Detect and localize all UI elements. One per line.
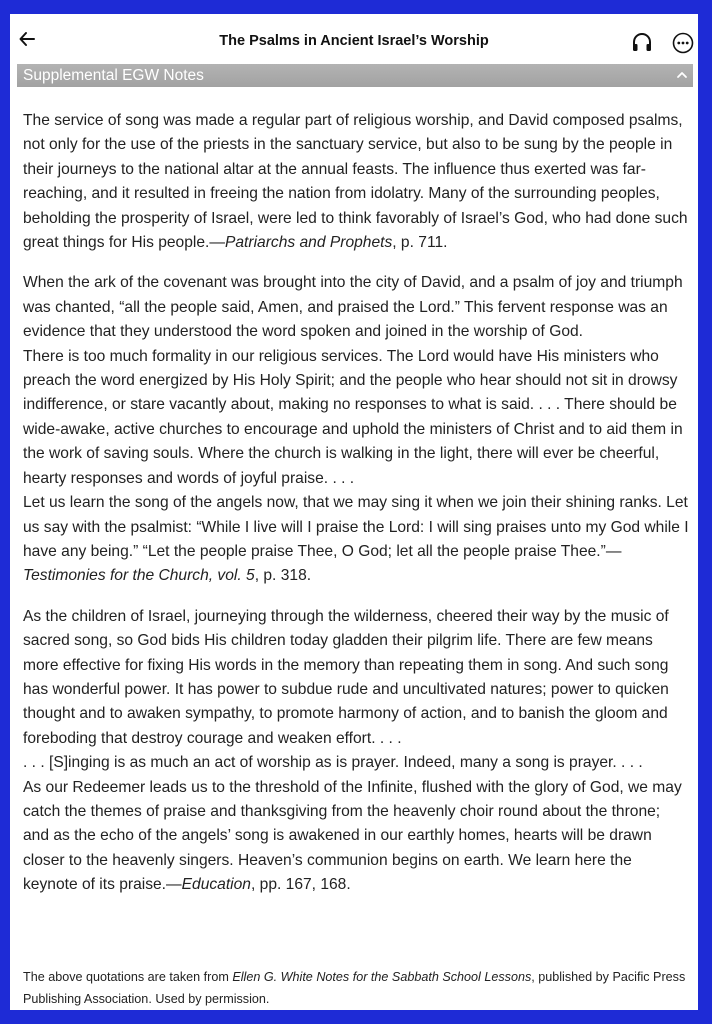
paragraph: . . . [S]inging is as much an act of worship as is prayer. Indeed, many a song is prayer. . . . <box>23 754 643 772</box>
paragraph: Let us learn the song of the angels now, that we may sing it when we join their shining ranks. Let us say with the psalmist: “While I live will I praise the Lord: I will sing praises unto my God while I have any being.” “Let the people praise Thee, O God; let all the people praise Thee.”—Testimonies for the Church, vol. 5, p. 318. <box>23 494 689 585</box>
more-options-button[interactable] <box>672 32 694 54</box>
back-button[interactable] <box>16 28 38 50</box>
headphones-icon <box>630 30 654 54</box>
footer-source-title: Ellen G. White Notes for the Sabbath School Lessons <box>232 970 532 984</box>
more-options-icon <box>672 32 694 54</box>
section-title: Supplemental EGW Notes <box>23 67 204 84</box>
source-title: Testimonies for the Church, vol. 5 <box>23 567 255 585</box>
audio-button[interactable] <box>630 30 654 54</box>
section-header[interactable] <box>17 64 693 87</box>
paragraph: As our Redeemer leads us to the threshold of the Infinite, flushed with the glory of God, we may catch the themes of praise and thanksgiving from the heavenly choir round about the throne; and as the echo of the angels’ song is awakened in our earthly homes, hearts will be drawn closer to the heavenly singers. Heaven’s communion begins on earth. We learn here the keynote of its praise.—Education, pp. 167, 168. <box>23 778 682 894</box>
paragraph: As the children of Israel, journeying through the wilderness, cheered their way by the music of sacred song, so God bids His children today gladden their pilgrim life. There are few means more effective for fixing His words in the memory than repeating them in song. And such song has wonderful power. It has power to subdue rude and uncultivated natures; power to quicken thought and to awaken sympathy, to promote harmony of action, and to banish the gloom and foreboding that destroy courage and weaken effort. . . . <box>23 607 669 747</box>
attribution-footer: The above quotations are taken from Ellen G. White Notes for the Sabbath School Lessons, published by Pacific Press Publishing Association. Used by permission. <box>23 970 686 1006</box>
top-bar <box>10 14 698 64</box>
paragraph: The service of song was made a regular part of religious worship, and David composed psalms, not only for the use of the priests in the sanctuary service, but also to be sung by the people in their journeys to the national altar at the annual feasts. The influence thus exerted was far-reaching, and it resulted in freeing the nation from idolatry. Many of the surrounding peoples, beholding the prosperity of Israel, were led to think favorably of Israel’s God, who had done such great things for His people.—Patriarchs and Prophets, p. 711. <box>23 112 688 252</box>
notes-content <box>23 109 690 898</box>
chevron-up-icon[interactable] <box>675 68 689 82</box>
paragraph: When the ark of the covenant was brought into the city of David, and a psalm of joy and triumph was chanted, “all the people said, Amen, and praised the Lord.” This fervent response was an evidence that they understood the word spoken and joined in the worship of God. <box>23 274 683 341</box>
source-title: Education <box>181 876 251 894</box>
back-arrow-icon <box>18 30 36 48</box>
paragraph: There is too much formality in our religious services. The Lord would have His ministers who preach the word energized by His Holy Spirit; and the people who hear should not sit in drowsy indifference, or stare vacantly about, making no responses to what is said. . . . There should be wide-awake, active churches to encourage and uphold the ministers of Christ and to aid them in the work of saving souls. Where the church is walking in the light, there will ever be cheerful, hearty responses and words of joyful praise. . . . <box>23 347 683 487</box>
page-title: The Psalms in Ancient Israel’s Worship <box>219 33 489 49</box>
source-title: Patriarchs and Prophets <box>224 234 393 252</box>
app-window <box>10 14 698 1010</box>
